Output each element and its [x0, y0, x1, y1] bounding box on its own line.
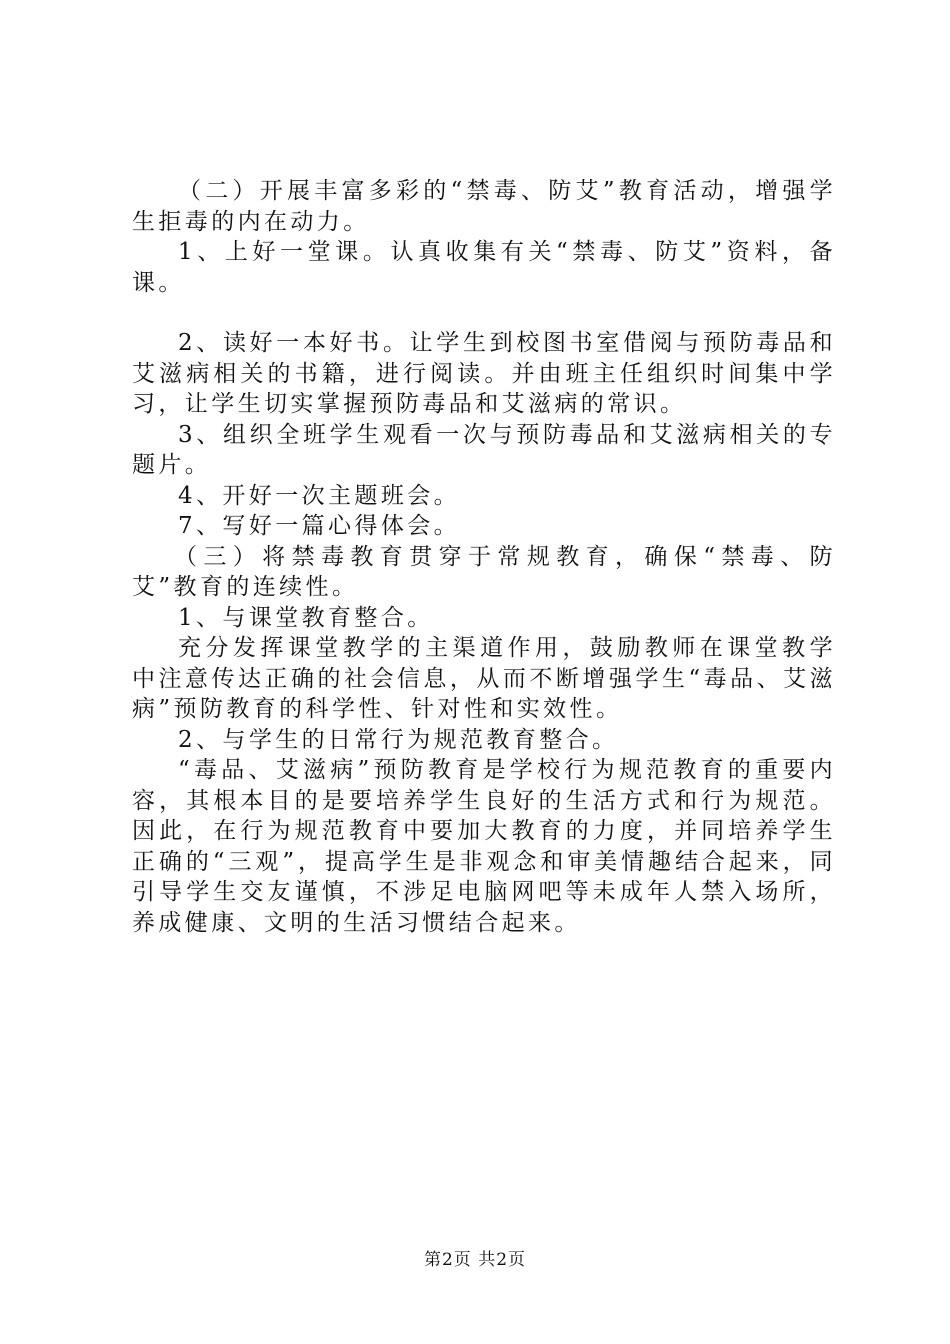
- paragraph-item-reflection: 7、写好一篇心得体会。: [178, 513, 461, 539]
- paragraph-section-3-heading: （三）将禁毒教育贯穿于常规教育，确保“禁毒、防艾”教育的连续性。: [132, 543, 836, 600]
- paragraph-item-class-meeting: 4、开好一次主题班会。: [178, 482, 461, 509]
- paragraph-item-daily-conduct: 2、与学生的日常行为规范教育整合。: [178, 726, 619, 753]
- paragraph-item-reading: 2、读好一本好书。让学生到校图书室借阅与预防毒品和艾滋病相关的书籍，进行阅读。并由班主任组织时间集中学习，让学生切实掌握预防毒品和艾滋病的常识。: [132, 330, 836, 417]
- paragraph-daily-conduct-detail: “毒品、艾滋病”预防教育是学校行为规范教育的重要内容，其根本目的是要培养学生良好的生活方式和行为规范。因此，在行为规范教育中要加大教育的力度，并同培养学生正确的“三观”，提高学生是非观念和审美情趣结合起来，同引导学生交友谨慎，不涉足电脑网吧等未成年人禁入场所，养成健康、文明的生活习惯结合起来。: [132, 757, 836, 936]
- page-footer: 第2页 共2页: [423, 1250, 527, 1270]
- paragraph-classroom-detail: 充分发挥课堂教学的主渠道作用，鼓励教师在课堂教学中注意传达正确的社会信息，从而不断增强学生“毒品、艾滋病”预防教育的科学性、针对性和实效性。: [132, 635, 836, 722]
- paragraph-item-classroom: 1、与课堂教育整合。: [178, 604, 434, 631]
- document-body: [132, 176, 836, 938]
- paragraph-section-2-heading: （二）开展丰富多彩的“禁毒、防艾”教育活动，增强学生拒毒的内在动力。: [132, 178, 836, 235]
- paragraph-item-lesson: 1、上好一堂课。认真收集有关“禁毒、防艾”资料，备课。: [132, 239, 836, 296]
- paragraph-item-film: 3、组织全班学生观看一次与预防毒品和艾滋病相关的专题片。: [132, 421, 836, 478]
